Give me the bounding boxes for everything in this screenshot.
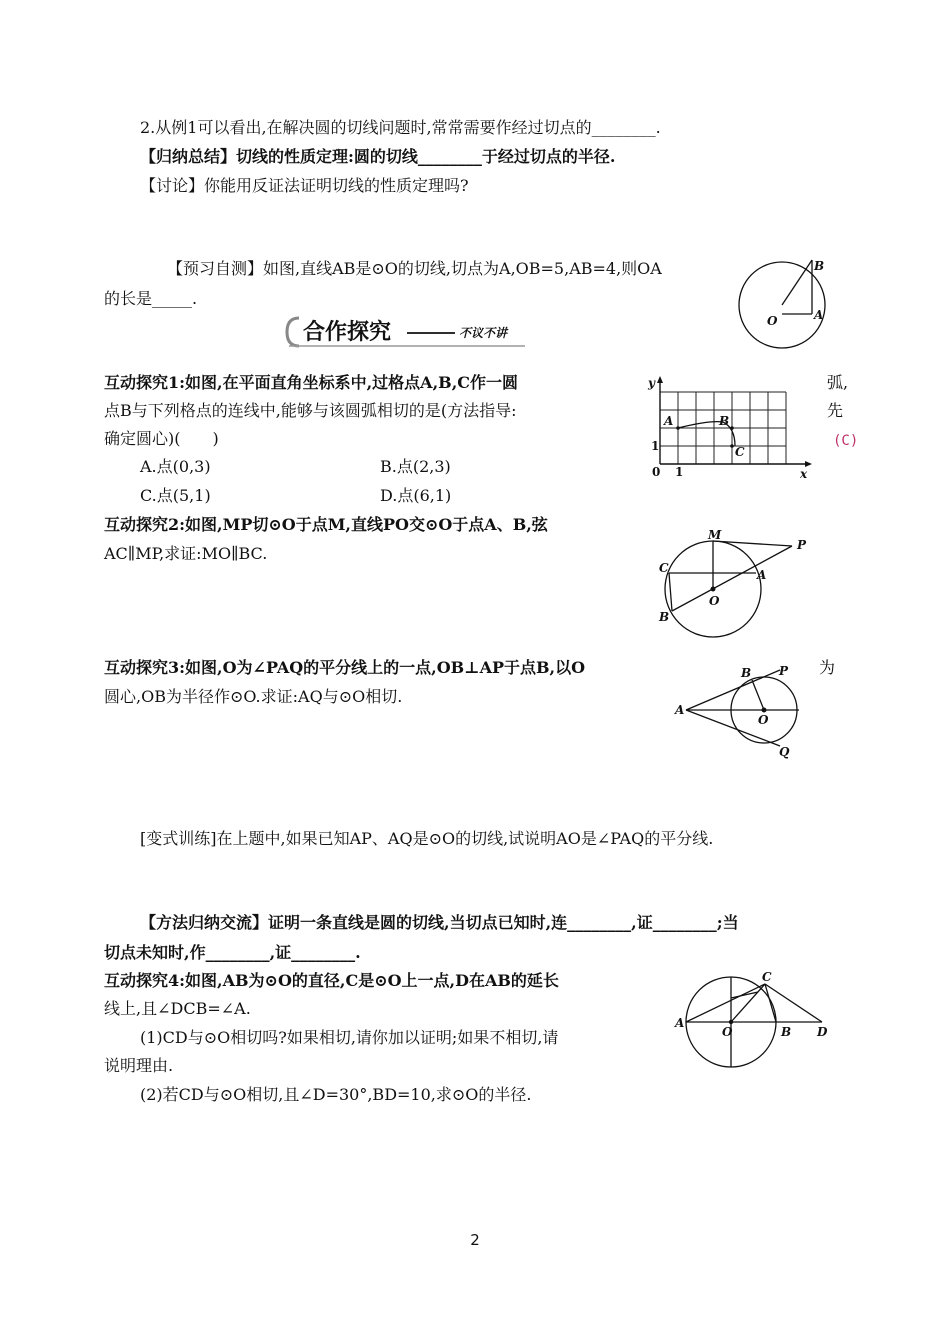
explore4-question-1: (1)CD与⊙O相切吗?如果相切,请你加以证明;如果不相切,请 xyxy=(140,1028,559,1047)
discussion-line: 【讨论】你能用反证法证明切线的性质定理吗? xyxy=(140,176,469,195)
figure-tangent-circle xyxy=(735,252,835,352)
fig2-label-a: A xyxy=(664,414,674,428)
fig2-label-zero: 0 xyxy=(652,465,661,479)
preview-test-line-2: 的长是_____. xyxy=(104,289,198,308)
explore3-line-1 xyxy=(104,657,585,679)
option-c: C.点(5,1) xyxy=(140,486,211,505)
fig3-label-b: B xyxy=(659,610,670,624)
fig2-label-x: x xyxy=(800,467,808,481)
fig1-label-b: B xyxy=(814,259,825,273)
explore4-question-2: (2)若CD与⊙O相切,且∠D=30°,BD=10,求⊙O的半径. xyxy=(140,1085,532,1104)
fig5-label-c: C xyxy=(762,970,772,984)
fig2-label-one-y: 1 xyxy=(651,439,660,453)
method-summary-line-1: 【方法归纳交流】证明一条直线是圆的切线,当切点已知时,连________,证________;当 xyxy=(140,913,739,932)
page-number: 2 xyxy=(470,1231,480,1249)
explore1-line-3: 确定圆心)( ) xyxy=(104,429,219,448)
explore1-line-2: 点B与下列格点的连线中,能够与该圆弧相切的是(方法指导: xyxy=(104,401,517,420)
fig5-label-o: O xyxy=(722,1025,733,1039)
explore4-text-1: 互动探究4:如图,AB为⊙O的直径,C是⊙O上一点,D在AB的延长 xyxy=(104,971,559,990)
option-a: A.点(0,3) xyxy=(140,457,211,476)
preview-test-line-1: 【预习自测】如图,直线AB是⊙O的切线,切点为A,OB=5,AB=4,则OA xyxy=(167,259,662,278)
explore3-line-1-end: 为 xyxy=(819,658,836,677)
fig3-label-o: O xyxy=(709,594,720,608)
explore1-line-2-end: 先 xyxy=(827,401,844,420)
explore1-line-1-end: 弧, xyxy=(827,373,849,392)
fig4-label-a: A xyxy=(675,703,685,717)
fig3-label-m: M xyxy=(708,528,722,542)
figure-diameter-tangent xyxy=(673,970,833,1075)
explore3-line-2: 圆心,OB为半径作⊙O.求证:AQ与⊙O相切. xyxy=(104,687,403,706)
fig2-label-one-x: 1 xyxy=(675,465,684,479)
fig4-label-o: O xyxy=(758,713,769,727)
variant-training-text: [变式训练]在上题中,如果已知AP、AQ是⊙O的切线,试说明AO是∠PAQ的平分线. xyxy=(140,829,714,848)
fig1-label-o: O xyxy=(767,314,778,328)
fig3-label-a: A xyxy=(757,568,767,582)
option-b: B.点(2,3) xyxy=(380,457,451,476)
explore2-line-1 xyxy=(104,514,548,536)
fig3-label-p: P xyxy=(797,538,807,552)
explore4-line-2: 线上,且∠DCB=∠A. xyxy=(104,999,251,1018)
fig4-label-b: B xyxy=(741,666,752,680)
banner-title: 合作探究 xyxy=(303,320,392,345)
explore3-text-1: 互动探究3:如图,O为∠PAQ的平分线上的一点,OB⊥AP于点B,以O xyxy=(104,658,586,677)
fig2-label-y: y xyxy=(648,376,655,390)
explore4-line-1 xyxy=(104,970,559,992)
fig3-label-c: C xyxy=(659,561,669,575)
explore1-text-1: 互动探究1:如图,在平面直角坐标系中,过格点A,B,C作一圆 xyxy=(104,373,518,392)
fig5-label-b: B xyxy=(781,1025,792,1039)
explore2-line-2: AC∥MP,求证:MO∥BC. xyxy=(104,544,268,563)
figure-tangent-mp xyxy=(655,527,815,642)
fig5-label-a: A xyxy=(675,1016,685,1030)
fig2-label-b: B xyxy=(719,414,730,428)
section-banner xyxy=(285,313,535,351)
explore2-text-1: 互动探究2:如图,MP切⊙O于点M,直线PO交⊙O于点A、B,弦 xyxy=(104,515,548,534)
figure-grid-arc xyxy=(640,370,820,482)
banner-subtitle: 不议不讲 xyxy=(459,326,508,340)
summary-line: 【归纳总结】切线的性质定理:圆的切线________于经过切点的半径. xyxy=(140,147,616,166)
text-line-1: 2.从例1可以看出,在解决圆的切线问题时,常常需要作经过切点的________. xyxy=(140,118,661,137)
option-d: D.点(6,1) xyxy=(380,486,452,505)
explore1-line-1 xyxy=(104,372,518,394)
figure-angle-bisector xyxy=(672,660,807,760)
variant-training-line xyxy=(140,828,713,850)
method-summary-line-2: 切点未知时,作________,证________. xyxy=(104,943,361,962)
fig4-label-p: P xyxy=(779,664,789,678)
fig5-label-d: D xyxy=(817,1025,828,1039)
fig1-label-a: A xyxy=(814,308,824,322)
fig4-label-q: Q xyxy=(779,745,790,759)
explore1-answer: (C) xyxy=(833,433,859,449)
explore4-question-1-cont: 说明理由. xyxy=(104,1056,174,1075)
fig2-label-c: C xyxy=(735,445,745,459)
